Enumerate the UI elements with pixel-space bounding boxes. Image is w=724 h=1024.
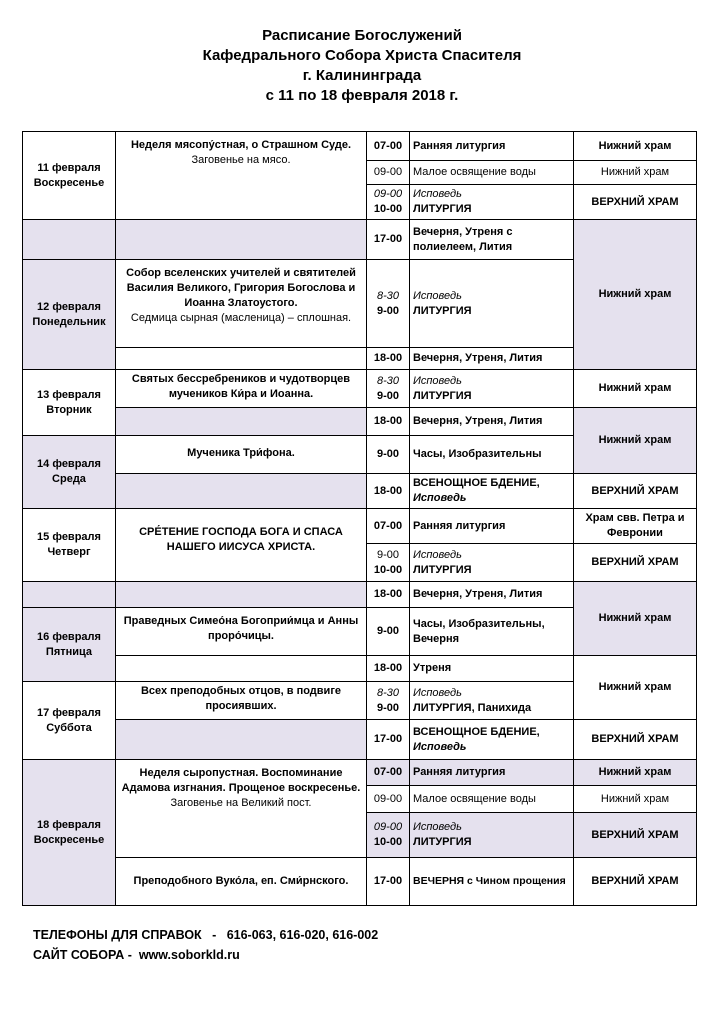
service-vigil: ВСЕНОЩНОЕ БДЕНИЕ, bbox=[413, 477, 540, 489]
service-location: Нижний храм bbox=[574, 132, 697, 161]
service-time: 18-00 bbox=[367, 408, 410, 436]
feast-title: Мученика Три́фона. bbox=[187, 447, 295, 459]
service-vespers: ВЕЧЕРНЯ bbox=[413, 875, 465, 887]
day-date: 11 февраля bbox=[37, 161, 101, 174]
day-cell bbox=[23, 608, 116, 682]
service-liturgy: ЛИТУРГИЯ bbox=[413, 563, 472, 576]
service-location: Храм свв. Петра и Февронии bbox=[574, 509, 697, 544]
time-liturgy: 10-00 bbox=[373, 563, 403, 576]
feast-cell bbox=[116, 132, 367, 220]
service-name bbox=[410, 370, 574, 408]
feast-title: Неделя сыропустная. Воспоминание Адамова изгнания. Прощеное воскресенье. bbox=[121, 767, 361, 794]
service-time: 18-00 bbox=[367, 656, 410, 682]
day-weekday: Суббота bbox=[46, 721, 92, 734]
service-confession: Исповедь bbox=[413, 374, 462, 387]
day-date: 16 февраля bbox=[37, 630, 101, 643]
service-location: ВЕРХНИЙ ХРАМ bbox=[574, 813, 697, 858]
service-time: 09-00 bbox=[367, 786, 410, 813]
service-time: 9-00 bbox=[367, 608, 410, 656]
empty-cell bbox=[116, 720, 367, 760]
footer bbox=[33, 925, 378, 965]
service-name bbox=[410, 474, 574, 509]
service-name: Малое освящение воды bbox=[410, 161, 574, 185]
footer-site: САЙТ СОБОРА - www.soborkld.ru bbox=[33, 948, 240, 962]
feast-title: Всех преподобных отцов, в подвиге просиявших. bbox=[140, 685, 342, 712]
service-time: 18-00 bbox=[367, 474, 410, 509]
day-weekday: Воскресенье bbox=[33, 176, 105, 189]
service-time: 9-00 bbox=[367, 436, 410, 474]
day-date: 12 февраля bbox=[37, 300, 101, 313]
table-row bbox=[23, 408, 697, 436]
feast-cell bbox=[116, 760, 367, 858]
service-location: ВЕРХНИЙ ХРАМ bbox=[574, 185, 697, 220]
day-cell bbox=[23, 436, 116, 509]
service-liturgy: ЛИТУРГИЯ bbox=[413, 836, 472, 848]
empty-cell bbox=[116, 656, 367, 682]
day-cell bbox=[23, 509, 116, 582]
day-weekday: Пятница bbox=[45, 645, 93, 658]
service-name bbox=[410, 813, 574, 858]
service-name: Часы, Изобразительны bbox=[410, 436, 574, 474]
service-confession: Исповедь bbox=[413, 686, 462, 699]
table-row bbox=[23, 474, 697, 509]
day-weekday: Воскресенье bbox=[33, 833, 105, 846]
service-time bbox=[367, 544, 410, 582]
time-liturgy: 9-00 bbox=[376, 701, 400, 714]
service-time: 07-00 bbox=[367, 509, 410, 544]
title-line: с 11 по 18 февраля 2018 г. bbox=[265, 87, 459, 104]
service-location: Нижний храм bbox=[574, 408, 697, 474]
service-time bbox=[367, 260, 410, 348]
service-name: Вечерня, Утреня, Лития bbox=[410, 582, 574, 608]
service-location: ВЕРХНИЙ ХРАМ bbox=[574, 720, 697, 760]
service-time: 18-00 bbox=[367, 582, 410, 608]
day-date: 13 февраля bbox=[37, 388, 101, 401]
day-date: 14 февраля bbox=[37, 458, 101, 470]
service-name: Ранняя литургия bbox=[410, 760, 574, 786]
service-name: Ранняя литургия bbox=[410, 132, 574, 161]
day-cell bbox=[23, 760, 116, 906]
service-time: 07-00 bbox=[367, 132, 410, 161]
service-name: Часы, Изобразительны, Вечерня bbox=[410, 608, 574, 656]
table-row bbox=[23, 720, 697, 760]
service-confession: Исповедь bbox=[413, 740, 467, 753]
service-confession: Исповедь bbox=[413, 492, 467, 504]
service-location: Нижний храм bbox=[574, 760, 697, 786]
feast-cell bbox=[116, 682, 367, 720]
service-location: Нижний храм bbox=[574, 582, 697, 656]
time-confession: 09-00 bbox=[373, 188, 403, 200]
service-time bbox=[367, 185, 410, 220]
feast-title: СРЕ́ТЕНИЕ ГОСПОДА БОГА И СПАСА НАШЕГО ИИСУСА ХРИСТА. bbox=[139, 526, 343, 553]
service-name bbox=[410, 720, 574, 760]
day-date: 17 февраля bbox=[37, 706, 101, 719]
service-location: ВЕРХНИЙ ХРАМ bbox=[574, 544, 697, 582]
service-name: Ранняя литургия bbox=[410, 509, 574, 544]
footer-phones: ТЕЛЕФОНЫ ДЛЯ СПРАВОК - 616-063, 616-020, 616-002 bbox=[33, 928, 379, 942]
service-name bbox=[410, 260, 574, 348]
day-date: 18 февраля bbox=[37, 818, 101, 831]
table-row bbox=[23, 582, 697, 608]
service-name bbox=[410, 185, 574, 220]
service-location: Нижний храм bbox=[574, 786, 697, 813]
day-weekday: Вторник bbox=[46, 403, 92, 416]
time-liturgy: 10-00 bbox=[373, 836, 403, 848]
service-name: Малое освящение воды bbox=[410, 786, 574, 813]
empty-cell bbox=[116, 408, 367, 436]
day-cell bbox=[23, 682, 116, 760]
day-weekday: Понедельник bbox=[32, 315, 106, 328]
empty-cell bbox=[116, 474, 367, 509]
service-liturgy: ЛИТУРГИЯ bbox=[413, 304, 472, 317]
schedule-table bbox=[22, 131, 697, 906]
service-location: Нижний храм bbox=[574, 370, 697, 408]
service-name bbox=[410, 858, 574, 906]
table-row bbox=[23, 858, 697, 906]
feast-note: Заговенье на Великий пост. bbox=[170, 797, 312, 809]
table-row bbox=[23, 132, 697, 161]
service-location: ВЕРХНИЙ ХРАМ bbox=[574, 474, 697, 509]
time-confession: 8-30 bbox=[376, 686, 400, 699]
table-row bbox=[23, 760, 697, 786]
service-name bbox=[410, 544, 574, 582]
service-confession: Исповедь bbox=[413, 548, 462, 561]
table-row bbox=[23, 656, 697, 682]
service-time bbox=[367, 682, 410, 720]
title-line: Кафедрального Собора Христа Спасителя bbox=[202, 47, 522, 64]
time-liturgy: 10-00 bbox=[373, 203, 403, 215]
service-liturgy: ЛИТУРГИЯ bbox=[413, 203, 472, 215]
service-liturgy: ЛИТУРГИЯ, Панихида bbox=[413, 701, 532, 714]
service-location: Нижний храм bbox=[574, 220, 697, 370]
feast-cell bbox=[116, 370, 367, 408]
service-time: 17-00 bbox=[367, 220, 410, 260]
time-confession: 9-00 bbox=[376, 548, 400, 561]
service-time: 07-00 bbox=[367, 760, 410, 786]
feast-cell bbox=[116, 509, 367, 582]
time-confession: 8-30 bbox=[376, 289, 400, 302]
service-location: Нижний храм bbox=[574, 656, 697, 720]
service-time: 09-00 bbox=[367, 161, 410, 185]
day-weekday: Среда bbox=[52, 473, 86, 485]
service-confession: Исповедь bbox=[413, 289, 462, 302]
service-confession: Исповедь bbox=[413, 188, 462, 200]
service-liturgy: ЛИТУРГИЯ bbox=[413, 389, 472, 402]
title-line: г. Калининграда bbox=[302, 67, 422, 84]
title-line: Расписание Богослужений bbox=[262, 27, 462, 44]
feast-cell bbox=[116, 260, 367, 348]
feast-note: Седмица сырная (масленица) – сплошная. bbox=[130, 312, 352, 324]
service-note: с Чином прощения bbox=[464, 875, 566, 887]
service-time bbox=[367, 370, 410, 408]
time-liturgy: 9-00 bbox=[376, 304, 400, 317]
service-time: 17-00 bbox=[367, 858, 410, 906]
service-location: ВЕРХНИЙ ХРАМ bbox=[574, 858, 697, 906]
service-name: Вечерня, Утреня, Лития bbox=[410, 408, 574, 436]
service-name: Вечерня, Утреня, Лития bbox=[410, 348, 574, 370]
service-vigil: ВСЕНОЩНОЕ БДЕНИЕ, bbox=[413, 725, 540, 738]
feast-title: Неделя мясопу́стная, о Страшном Суде. bbox=[130, 139, 352, 151]
service-name bbox=[410, 682, 574, 720]
time-confession: 8-30 bbox=[376, 374, 400, 387]
time-confession: 09-00 bbox=[373, 821, 403, 833]
feast-cell: Преподобного Вуко́ла, еп. Сми́рнского. bbox=[116, 858, 367, 906]
feast-cell bbox=[116, 608, 367, 656]
table-row bbox=[23, 220, 697, 260]
feast-title: Святых бессребреников и чудотворцев мучеников Ки́ра и Иоанна. bbox=[131, 373, 351, 400]
day-cell bbox=[23, 132, 116, 220]
service-time bbox=[367, 813, 410, 858]
table-row bbox=[23, 370, 697, 408]
day-cell bbox=[23, 260, 116, 370]
day-weekday: Четверг bbox=[47, 546, 91, 558]
table-row bbox=[23, 509, 697, 544]
empty-cell bbox=[116, 220, 367, 260]
service-time: 17-00 bbox=[367, 720, 410, 760]
service-name: Вечерня, Утреня с полиелеем, Лития bbox=[410, 220, 574, 260]
day-cell bbox=[23, 370, 116, 436]
service-name: Утреня bbox=[410, 656, 574, 682]
day-date: 15 февраля bbox=[37, 531, 101, 543]
empty-cell bbox=[23, 220, 116, 260]
service-location: Нижний храм bbox=[574, 161, 697, 185]
feast-cell bbox=[116, 436, 367, 474]
empty-cell bbox=[116, 348, 367, 370]
empty-cell bbox=[116, 582, 367, 608]
time-liturgy: 9-00 bbox=[376, 389, 400, 402]
feast-title: Собор вселенских учителей и святителей Василия Великого, Григория Богослова и Иоанна Златоустого. bbox=[126, 267, 356, 309]
service-confession: Исповедь bbox=[413, 821, 462, 833]
feast-note: Заговенье на мясо. bbox=[191, 154, 291, 166]
empty-cell bbox=[23, 582, 116, 608]
feast-title: Праведных Симео́на Богоприи́мца и Анны проро́чицы. bbox=[123, 615, 359, 642]
service-time: 18-00 bbox=[367, 348, 410, 370]
page-title bbox=[0, 26, 724, 106]
